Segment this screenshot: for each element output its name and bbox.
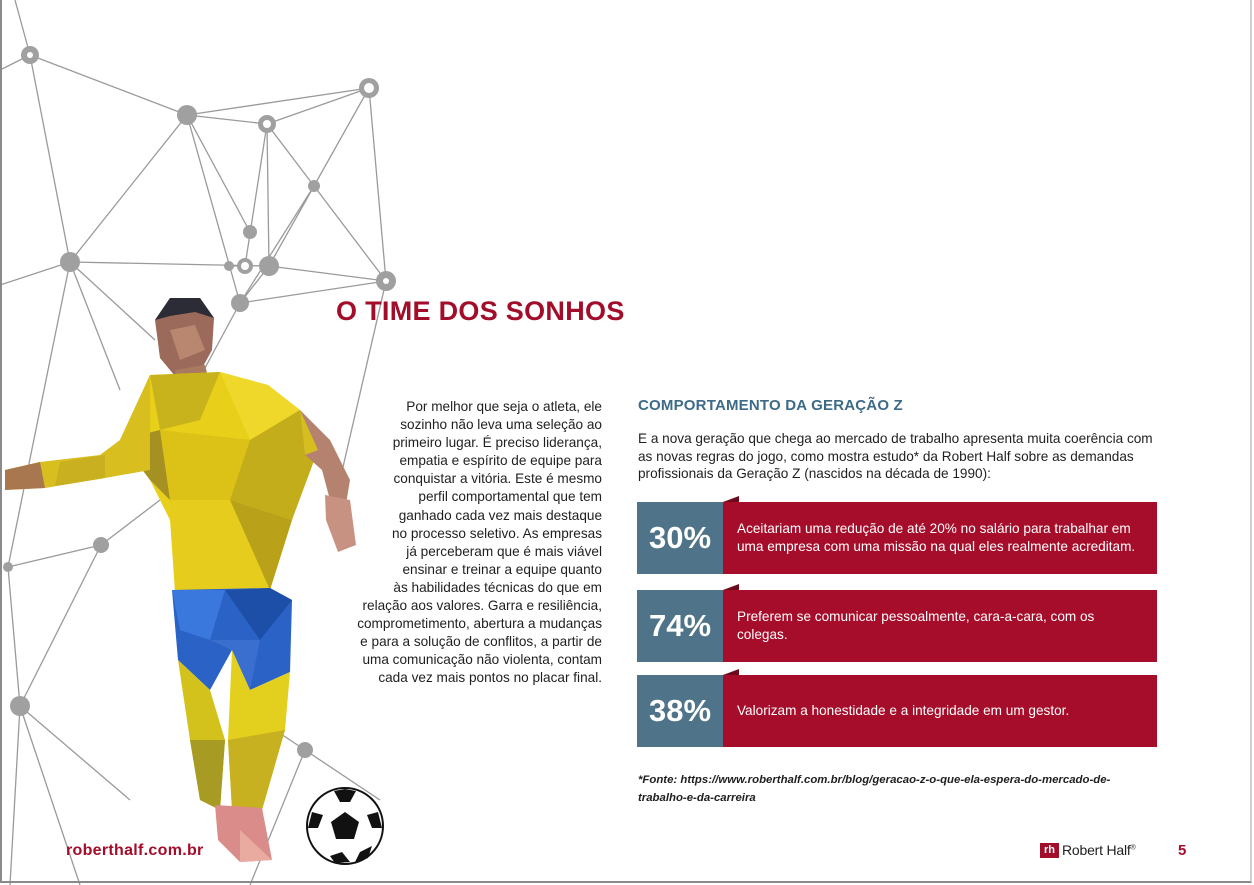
- soccer-ball-icon: [307, 788, 383, 864]
- intro-line: ganhado cada vez mais destaque: [398, 507, 602, 523]
- intro-line: no processo seletivo. As empresas: [391, 525, 602, 541]
- page-title: O TIME DOS SONHOS: [336, 296, 625, 326]
- intro-line: já perceberam que é mais viável: [406, 543, 602, 559]
- page-number: 5: [1178, 842, 1187, 859]
- intro-line: comprometimento, abertura a mudanças: [357, 616, 602, 632]
- intro-line: perfil comportamental que tem: [418, 489, 602, 505]
- intro-line: relação aos valores. Garra e resiliência,: [362, 598, 602, 614]
- intro-line: e para a solução de conflitos, a partir de: [360, 634, 602, 650]
- brand-logo: [1040, 842, 1136, 858]
- intro-line: empatia e espírito de equipe para: [399, 453, 602, 469]
- brand-name: Robert Half®: [1062, 842, 1136, 858]
- intro-line: cada vez mais pontos no placar final.: [378, 670, 602, 686]
- stat-text: Aceitariam uma redução de até 20% no salário para trabalhar em uma empresa com uma missão na qual eles realmente acreditam.: [723, 502, 1157, 574]
- stat-percent: 74%: [637, 590, 723, 662]
- intro-line: Por melhor que seja o atleta, ele: [406, 399, 602, 414]
- stat-percent: 38%: [637, 675, 723, 747]
- stat-item: [637, 675, 1157, 749]
- section-description: E a nova geração que chega ao mercado de trabalho apresenta muita coerência com as novas regras do jogo, como mostra estudo* da Robert Half sobre as demandas profissionais da Geração Z (nascidos na década de 1990):: [638, 431, 1153, 481]
- intro-line: uma comunicação não violenta, contam: [362, 652, 602, 668]
- footer-website[interactable]: roberthalf.com.br: [66, 842, 204, 859]
- intro-line: às habilidades técnicas do que em: [393, 579, 602, 595]
- section-heading: COMPORTAMENTO DA GERAÇÃO Z: [638, 397, 903, 414]
- source-note: *Fonte: https://www.roberthalf.com.br/blog/geracao-z-o-que-ela-espera-do-mercado-de-trabalho-e-da-carreira: [638, 774, 1111, 804]
- stat-text: Valorizam a honestidade e a integridade em um gestor.: [723, 675, 1157, 747]
- intro-line: primeiro lugar. É preciso liderança,: [392, 435, 602, 451]
- stat-text: Preferem se comunicar pessoalmente, cara-a-cara, com os colegas.: [723, 590, 1157, 662]
- stat-item: [637, 590, 1157, 664]
- stat-percent: 30%: [637, 502, 723, 574]
- intro-line: ensinar e treinar a equipe quanto: [402, 561, 602, 577]
- intro-line: conquistar a vitória. Este é mesmo: [393, 471, 602, 487]
- rh-logo-icon: rh: [1040, 843, 1059, 858]
- intro-line: sozinho não leva uma seleção ao: [400, 417, 602, 433]
- soccer-player-figure: [5, 298, 356, 862]
- intro-paragraph: [336, 398, 602, 688]
- stat-item: [637, 502, 1157, 576]
